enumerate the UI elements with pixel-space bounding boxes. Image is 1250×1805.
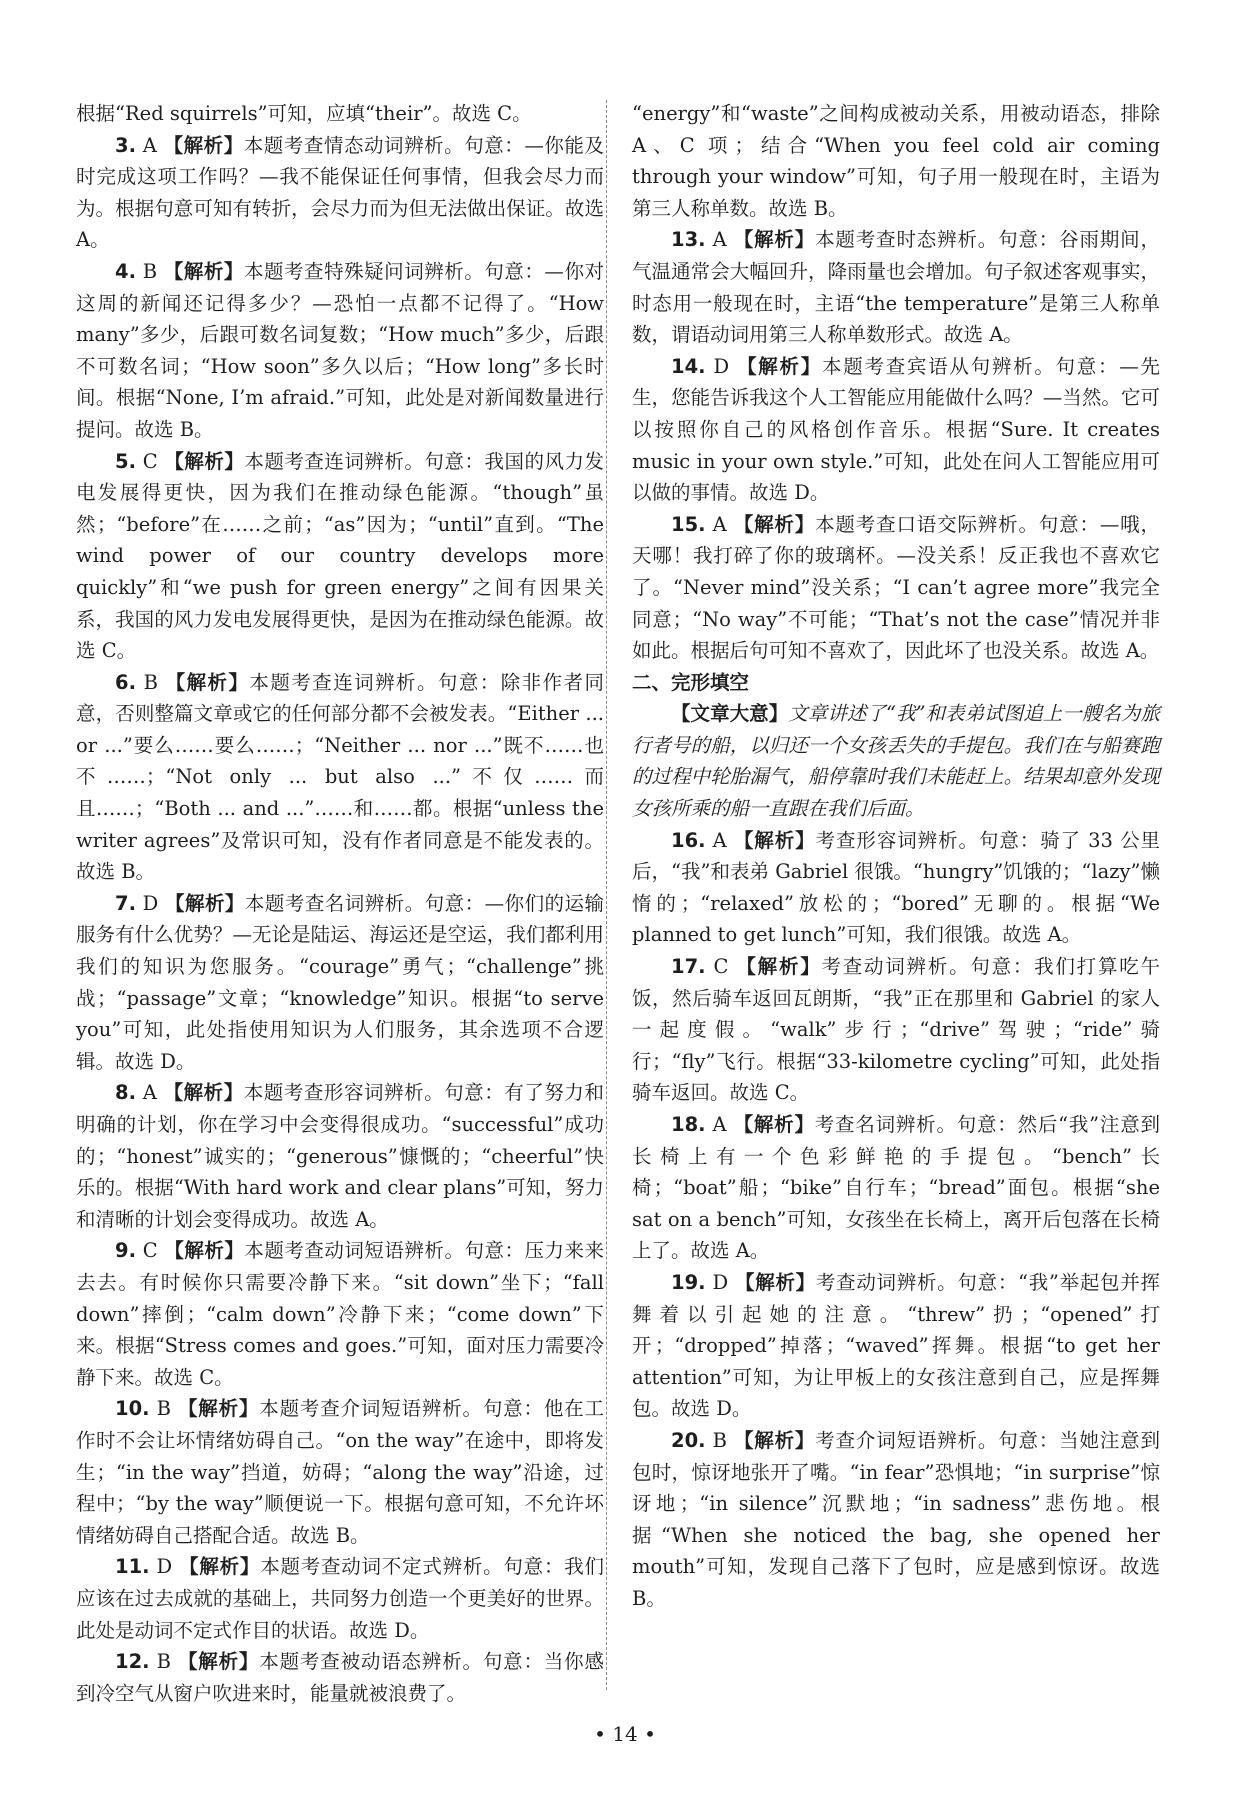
left-column	[76, 98, 604, 1709]
analysis-tag: 【解析】	[177, 1650, 260, 1674]
analysis-tag: 【解析】	[733, 1428, 816, 1452]
column-divider	[606, 100, 607, 1690]
section-title: 二、完形填空	[632, 670, 750, 694]
item-number: 7.	[115, 891, 136, 915]
item-text: 本题考查名词辨析。句意：—你们的运输服务有什么优势？—无论是陆运、海运还是空运，我们都利用我们的知识为您服务。“courage”勇气；“challenge”挑战；“passage”文章；“knowledge”知识。根据“to serve you”可知，此处指使用知识为人们服务，其余选项不合逻辑。故选 D。	[76, 891, 604, 1073]
item-text: 考查动词辨析。句意：“我”举起包并挥舞着以引起她的注意。“threw”扔；“opened”打开；“dropped”掉落；“waved”挥舞。根据“to get her attention”可知，为让甲板上的女孩注意到自己，应是挥舞包。故选 D。	[632, 1270, 1160, 1421]
answer-item	[76, 1646, 604, 1709]
item-number: 8.	[115, 1081, 136, 1105]
item-number: 5.	[115, 449, 136, 473]
item-text: 本题考查口语交际辨析。句意：—哦，天哪！我打碎了你的玻璃杯。—没关系！反正我也不喜欢它了。“Never mind”没关系；“I can’t agree more”我完全同意；“No way”不可能；“That’s not the case”情况并非如此。根据后句可知不喜欢了，因此坏了也没关系。故选 A。	[632, 512, 1160, 663]
item-number: 10.	[115, 1397, 150, 1421]
item-text: 考查名词辨析。句意：然后“我”注意到长椅上有一个色彩鲜艳的手提包。“bench”长椅；“boat”船；“bike”自行车；“bread”面包。根据“she sat on a bench”可知，女孩坐在长椅上，离开后包落在长椅上了。故选 A。	[632, 1113, 1160, 1263]
analysis-tag: 【解析】	[179, 1555, 261, 1579]
item-text: 本题考查情态动词辨析。句意：—你能及时完成这项工作吗？—我不能保证任何事情，但我会尽力而为。根据句意可知有转折，会尽力而为但无法做出保证。故选 A。	[76, 133, 604, 252]
answer-item	[76, 1235, 604, 1393]
analysis-tag: 【解析】	[737, 354, 822, 378]
item-answer: B	[156, 1397, 171, 1421]
answer-item	[76, 1393, 604, 1551]
item-text: 本题考查时态辨析。句意：谷雨期间，气温通常会大幅回升，降雨量也会增加。句子叙述客观事实，时态用一般现在时，主语“the temperature”是第三人称单数，谓语动词用第三人称单数形式。故选 A。	[632, 228, 1160, 347]
item-number: 15.	[671, 512, 706, 536]
item-text: “energy”和“waste”之间构成被动关系，用被动语态，排除 A、C 项；结合“When you feel cold air coming through your window”可知，句子用一般现在时，主语为第三人称单数。故选 B。	[632, 102, 1160, 220]
analysis-tag: 【解析】	[165, 891, 245, 915]
answer-item	[632, 509, 1160, 667]
item-number: 19.	[671, 1270, 706, 1294]
item-text: 考查形容词辨析。句意：骑了 33 公里后，“我”和表弟 Gabriel 很饿。“hungry”饥饿的；“lazy”懒惰的；“relaxed”放松的；“bored”无聊的。根据“We planned to get lunch”可知，我们很饿。故选 A。	[632, 828, 1160, 947]
item-text: 本题考查被动语态辨析。句意：当你感到冷空气从窗户吹进来时，能量就被浪费了。	[76, 1650, 604, 1705]
item-text: 本题考查特殊疑问词辨析。句意：—你对这周的新闻还记得多少？—恐怕一点都不记得了。“How many”多少，后跟可数名词复数；“How much”多少，后跟不可数名词；“How soon”多久以后；“How long”多长时间。根据“None, I’m afraid.”可知，此处是对新闻数量进行提问。故选 B。	[76, 259, 604, 441]
item-answer: A	[142, 1081, 157, 1105]
analysis-tag: 【解析】	[165, 670, 250, 694]
item-answer: A	[712, 1113, 727, 1136]
answer-item	[76, 1077, 604, 1235]
item-text: 本题考查介词短语辨析。句意：他在工作时不会让坏情绪妨碍自己。“on the way”在途中，即将发生；“in the way”挡道，妨碍；“along the way”沿途，过程中；“by the way”顺便说一下。根据句意可知，不允许坏情绪妨碍自己搭配合适。故选 B。	[76, 1397, 604, 1547]
item-number: 9.	[115, 1239, 136, 1263]
item-answer: C	[713, 955, 729, 979]
answer-item	[76, 130, 604, 256]
item-number: 20.	[671, 1428, 706, 1452]
cloze-answers	[632, 825, 1160, 1615]
analysis-tag: 【解析】	[164, 1239, 245, 1263]
answer-item	[632, 351, 1160, 509]
item-number: 17.	[671, 955, 706, 979]
answer-item	[76, 98, 604, 130]
item-number: 4.	[115, 259, 136, 283]
analysis-tag: 【解析】	[733, 1113, 815, 1136]
item-answer: C	[142, 1239, 158, 1263]
item-text: 根据“Red squirrels”可知，应填“their”。故选 C。	[76, 102, 532, 125]
item-answer: D	[713, 354, 730, 378]
analysis-tag: 【解析】	[733, 228, 816, 252]
item-text: 本题考查形容词辨析。句意：有了努力和明确的计划，你在学习中会变得很成功。“successful”成功的；“honest”诚实的；“generous”慷慨的；“cheerful”快乐的。根据“With hard work and clear plans”可知，努力和清晰的计划会变得成功。故选 A。	[76, 1081, 604, 1231]
item-number: 16.	[671, 828, 706, 852]
item-number: 11.	[115, 1555, 150, 1579]
item-number: 14.	[671, 354, 706, 378]
item-answer: A	[712, 828, 727, 852]
analysis-tag: 【解析】	[736, 955, 822, 979]
answer-item	[76, 256, 604, 446]
item-number: 18.	[671, 1113, 706, 1136]
item-answer: A	[712, 512, 727, 536]
item-answer: B	[712, 1428, 727, 1452]
item-answer: A	[142, 133, 157, 157]
item-text: 本题考查宾语从句辨析。句意：—先生，您能告诉我这个人工智能应用能做什么吗？—当然。它可以按照你自己的风格创作音乐。根据“Sure. It creates music in your own style.”可知，此处在问人工智能应用可以做的事情。故选 D。	[632, 354, 1160, 505]
item-answer: B	[142, 259, 158, 283]
answer-item	[632, 1109, 1160, 1267]
item-answer: D	[156, 1555, 173, 1579]
item-text: 本题考查连词辨析。句意：我国的风力发电发展得更快，因为我们在推动绿色能源。“though”虽然；“before”在……之前；“as”因为；“until”直到。“The wind power of our country develops more quickly”和“we push for green energy”之间有因果关系，我国的风力发电发展得更快，是因为在推动绿色能源。故选 C。	[76, 449, 604, 663]
item-answer: B	[143, 670, 158, 694]
answer-item	[632, 1425, 1160, 1615]
analysis-tag: 【解析】	[163, 1081, 244, 1105]
item-text: 本题考查连词辨析。句意：除非作者同意，否则整篇文章或它的任何部分都不会被发表。“Either ... or ...”要么……要么……；“Neither ... nor ...”既不……也不……；“Not only ... but also ...”不仅……而且……；“Both ... and ...”……和……都。根据“unless the writer agrees”及常识可知，没有作者同意是不能发表的。故选 B。	[76, 670, 605, 884]
item-text: 考查介词短语辨析。句意：当她注意到包时，惊讶地张开了嘴。“in fear”恐惧地；“in surprise”惊讶地；“in silence”沉默地；“in sadness”悲伤地。根据“When she noticed the bag, she opened her mouth”可知，发现自己落下了包时，应是感到惊讶。故选 B。	[632, 1428, 1160, 1610]
answer-item	[632, 825, 1160, 951]
summary-tag: 【文章大意】	[671, 702, 789, 726]
analysis-tag: 【解析】	[733, 828, 816, 852]
right-column	[632, 98, 1160, 1615]
answer-item	[76, 1551, 604, 1646]
item-answer: D	[142, 891, 159, 915]
analysis-tag: 【解析】	[177, 1397, 260, 1421]
item-text: 考查动词辨析。句意：我们打算吃午饭，然后骑车返回瓦朗斯，“我”正在那里和 Gabriel 的家人一起度假。“walk”步行；“drive”驾驶；“ride”骑行；“fly”飞行。根据“33-kilometre cycling”可知，此处指骑车返回。故选 C。	[632, 955, 1160, 1105]
page-number: • 14 •	[594, 1722, 656, 1746]
item-text: 本题考查动词不定式辨析。句意：我们应该在过去成就的基础上，共同努力创造一个更美好的世界。此处是动词不定式作目的状语。故选 D。	[76, 1555, 604, 1642]
analysis-tag: 【解析】	[735, 1270, 816, 1294]
item-text: 本题考查动词短语辨析。句意：压力来来去去。有时候你只需要冷静下来。“sit down”坐下；“fall down”摔倒；“calm down”冷静下来；“come down”下来。根据“Stress comes and goes.”可知，面对压力需要冷静下来。故选 C。	[76, 1239, 604, 1389]
item-answer: A	[712, 228, 727, 252]
item-number: 6.	[115, 670, 136, 694]
summary-text: 文章讲述了“我”和表弟试图追上一艘名为旅行者号的船，以归还一个女孩丢失的手提包。我们在与船赛跑的过程中轮胎漏气，船停靠时我们未能赶上。结果却意外发现女孩所乘的船一直跟在我们后面。	[632, 702, 1160, 821]
item-number: 13.	[671, 228, 706, 252]
answer-item	[76, 667, 604, 888]
item-answer: B	[156, 1650, 171, 1674]
answer-item	[632, 1267, 1160, 1425]
item-number: 12.	[115, 1650, 150, 1674]
answer-item	[632, 224, 1160, 350]
answer-item	[632, 951, 1160, 1109]
analysis-tag: 【解析】	[163, 133, 244, 157]
article-summary	[632, 698, 1160, 824]
analysis-tag: 【解析】	[733, 512, 816, 536]
item-answer: C	[142, 449, 158, 473]
answer-item	[76, 888, 604, 1078]
analysis-tag: 【解析】	[164, 449, 245, 473]
answer-item	[632, 98, 1160, 224]
analysis-tag: 【解析】	[163, 259, 244, 283]
right-column-answers	[632, 98, 1160, 667]
item-number: 3.	[115, 133, 136, 157]
answer-item	[76, 446, 604, 667]
item-answer: D	[712, 1270, 729, 1294]
